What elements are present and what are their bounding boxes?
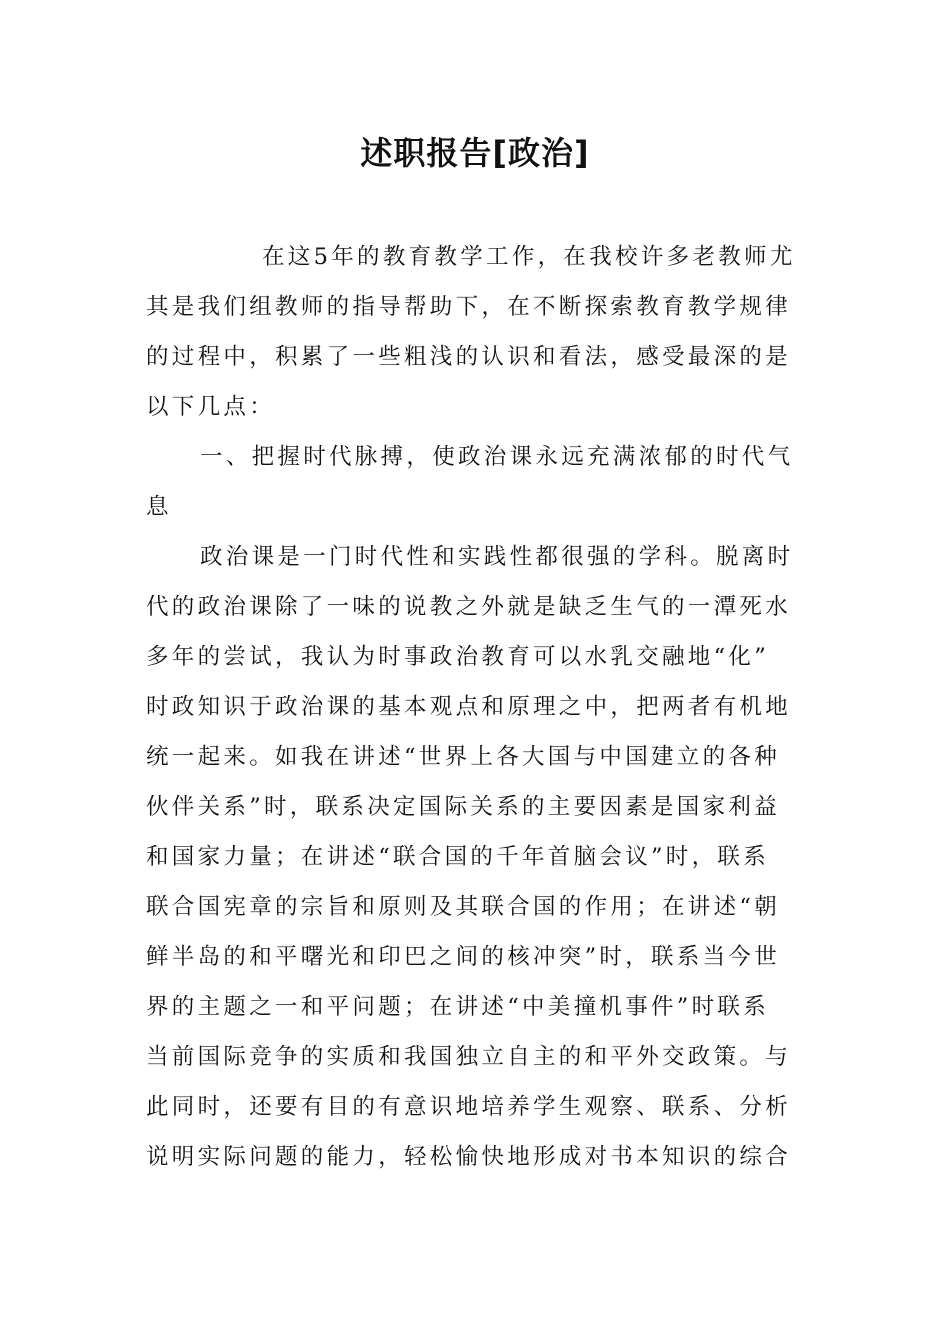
section-heading-cont: 息 bbox=[146, 494, 172, 520]
text-line: 其是我们组教师的指导帮助下，在不断探索教育教学规律 bbox=[146, 294, 792, 320]
text-line: 统一起来。如我在讲述“世界上各大国与中国建立的各种 bbox=[146, 744, 781, 770]
text-line: 以下几点： bbox=[146, 394, 276, 420]
text-line: 政治课是一门时代性和实践性都很强的学科。脱离时 bbox=[200, 544, 794, 570]
text-line: 说明实际问题的能力，轻松愉快地形成对书本知识的综合 bbox=[146, 1144, 792, 1170]
document-title: 述职报告[政治] bbox=[360, 134, 590, 172]
text-line: 联合国宪章的宗旨和原则及其联合国的作用；在讲述“朝 bbox=[146, 894, 781, 920]
section-heading: 一、把握时代脉搏，使政治课永远充满浓郁的时代气 bbox=[200, 444, 794, 470]
text-line: 当前国际竞争的实质和我国独立自主的和平外交政策。与 bbox=[146, 1044, 792, 1070]
text-line: 和国家力量；在讲述“联合国的千年首脑会议”时，联系 bbox=[146, 844, 770, 870]
text-line: 的过程中，积累了一些粗浅的认识和看法，感受最深的是 bbox=[146, 344, 792, 370]
text-line: 在这5年的教育教学工作，在我校许多老教师尤 bbox=[262, 244, 796, 270]
text-line: 伙伴关系”时，联系决定国际关系的主要因素是国家利益 bbox=[146, 794, 781, 820]
text-line: 此同时，还要有目的有意识地培养学生观察、联系、分析 bbox=[146, 1094, 792, 1120]
text-line: 多年的尝试，我认为时事政治教育可以水乳交融地“化” bbox=[146, 644, 770, 670]
text-line: 鲜半岛的和平曙光和印巴之间的核冲突”时，联系当今世 bbox=[146, 944, 781, 970]
text-line: 代的政治课除了一味的说教之外就是缺乏生气的一潭死水 bbox=[146, 594, 792, 620]
text-line: 时政知识于政治课的基本观点和原理之中，把两者有机地 bbox=[146, 694, 792, 720]
text-line: 界的主题之一和平问题；在讲述“中美撞机事件”时联系 bbox=[146, 994, 770, 1020]
